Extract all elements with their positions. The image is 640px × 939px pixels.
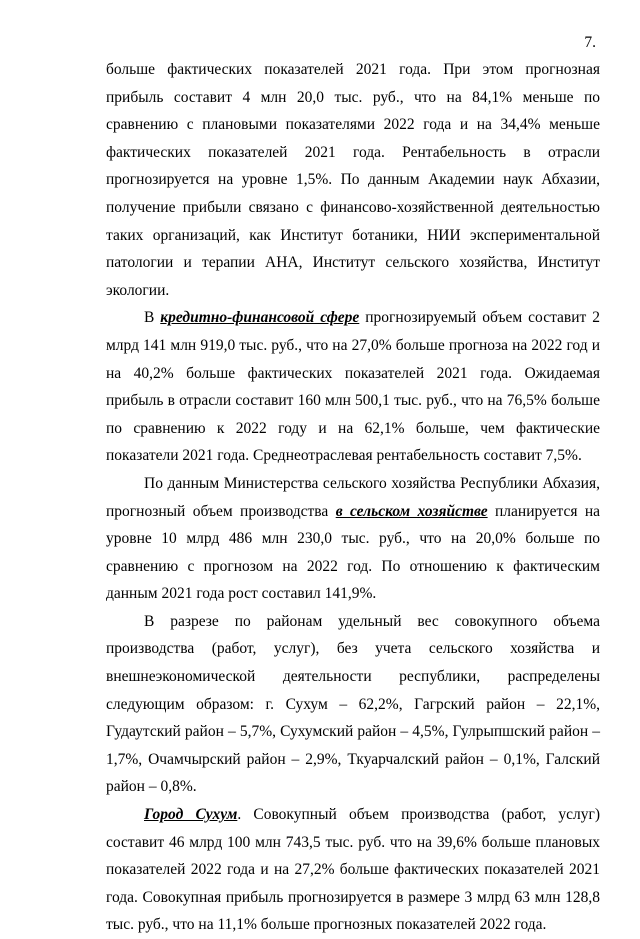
paragraph-text: По данным Министерства сельского хозяйства Республики Абхазия, прогнозный объем производства bbox=[106, 474, 600, 520]
paragraph-profit-forecast bbox=[106, 56, 600, 304]
paragraph-credit-finance bbox=[106, 304, 600, 470]
page-number: 7. bbox=[584, 34, 596, 51]
emphasis-agriculture: в сельском хозяйстве bbox=[335, 502, 488, 520]
paragraph-agriculture bbox=[106, 470, 600, 608]
paragraph-text: В bbox=[144, 309, 161, 327]
paragraph-text: планируется на уровне 10 млрд 486 млн 230,0 тыс. руб., что на 20,0% больше по сравнению с прогнозом на 2022 год. По отношению к фактическим данным 2021 года рост составил 141,9%. bbox=[106, 502, 601, 603]
paragraph-sukhum-city bbox=[106, 801, 600, 939]
paragraph-district-breakdown bbox=[106, 608, 600, 801]
paragraph-text: В разрезе по районам удельный вес совокупного объема производства (работ, услуг), без учета сельского хозяйства и внешнеэкономической деятельности республики, распределены следующим образом: г. Сухум – 62,2%, Гагрский район – 22,1%, Гудаутский район – 5,7%, Сухумский район – 4,5%, Гулрыпшский район – 1,7%, Очамчырский район – 2,9%, Ткуарчалский район – 0,1%, Галский район – 0,8%. bbox=[106, 612, 600, 796]
paragraph-text: больше фактических показателей 2021 года. При этом прогнозная прибыль составит 4 млн 20,0 тыс. руб., что на 84,1% меньше по сравнению с плановыми показателями 2022 года и на 34,4% меньше фактических показателей 2021 года. Рентабельность в отрасли прогнозируется на уровне 1,5%. По данным Академии наук Абхазии, получение прибыли связано с финансово-хозяйственной деятельностью таких организаций, как Институт ботаники, НИИ экспериментальной патологии и терапии АНА, Институт сельского хозяйства, Институт экологии. bbox=[106, 61, 600, 299]
document-body bbox=[106, 56, 600, 939]
emphasis-credit-finance-sphere: кредитно-финансовой сфере bbox=[160, 309, 360, 327]
paragraph-text: . Совокупный объем производства (работ, услуг) составит 46 млрд 100 млн 743,5 тыс. руб. что на 39,6% больше плановых показателей 2022 года и на 27,2% больше фактических показателей 2021 года. Совокупная прибыль прогнозируется в размере 3 млрд 63 млн 128,8 тыс. руб., что на 11,1% больше прогнозных показателей 2022 года. bbox=[106, 806, 601, 934]
paragraph-text: прогнозируемый объем составит 2 млрд 141 млн 919,0 тыс. руб., что на 27,0% больше прогноза на 2022 год и на 40,2% больше фактических показателей 2021 года. Ожидаемая прибыль в отрасли составит 160 млн 500,1 тыс. руб., что на 76,5% больше по сравнению к 2022 году и на 62,1% больше, чем фактические показатели 2021 года. Среднеотраслевая рентабельность составит 7,5%. bbox=[106, 309, 600, 465]
emphasis-sukhum-city: Город Сухум bbox=[144, 806, 238, 824]
